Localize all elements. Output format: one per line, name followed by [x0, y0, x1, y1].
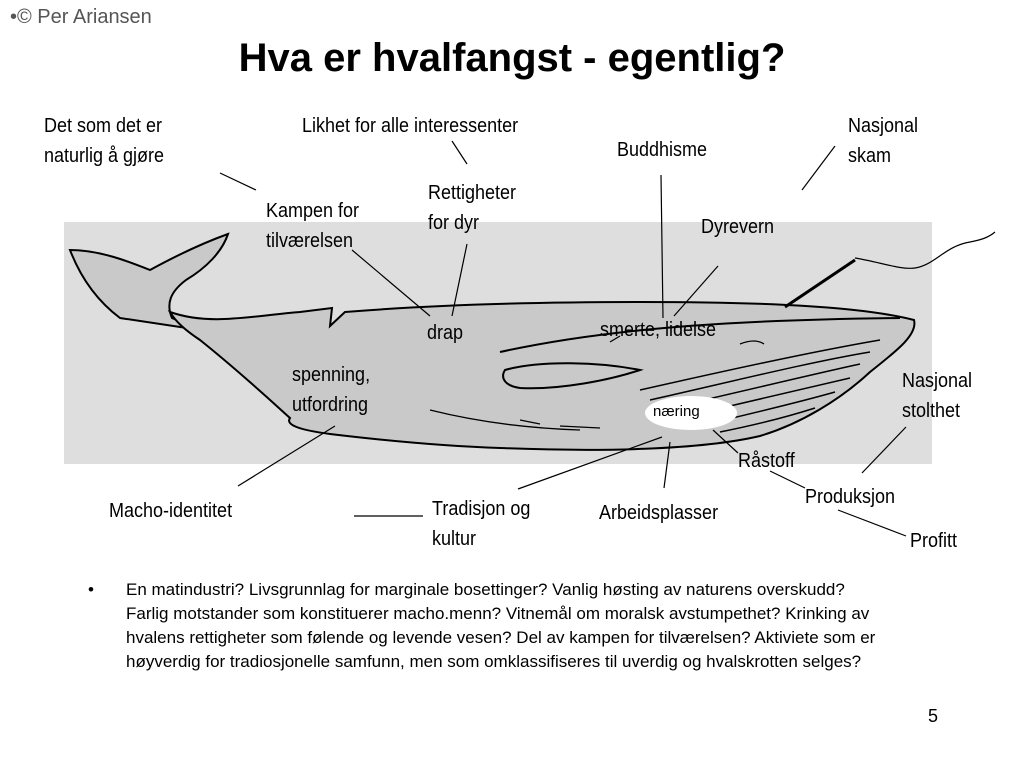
label-nasjonal-skam: Nasjonal skam: [848, 115, 919, 167]
bullet-item: [88, 578, 888, 674]
line-skam: [802, 146, 835, 190]
label-macho-identitet: Macho-identitet: [109, 500, 233, 522]
bullet-text: En matindustri? Livsgrunnlag for marginale bosettinger? Vanlig høsting av naturens overskudd? Farlig motstander som konstituerer macho.menn? Vitnemål om moralsk avstumpethet? Krinking av hvalens rettigheter som følende og levende vesen? Del av kampen for tilværelsen? Aktiviete som er høyverdig for tradiosjonelle samfunn, men som omklassifiseres til uverdig og hvalskrotten selges?: [126, 580, 876, 671]
line-naturlig: [220, 173, 256, 190]
label-kampen: Kampen for tilværelsen: [266, 200, 360, 252]
page-number: 5: [927, 706, 938, 726]
line-produksjon-profitt: [838, 510, 906, 536]
label-tradisjon: Tradisjon og kultur: [432, 498, 531, 550]
label-produksjon: Produksjon: [805, 486, 896, 508]
label-naturlig: Det som det er naturlig å gjøre: [44, 115, 165, 167]
label-rastoff: Råstoff: [738, 450, 795, 472]
label-dyrevern: Dyrevern: [701, 216, 775, 238]
label-drap: drap: [427, 322, 464, 344]
label-arbeidsplasser: Arbeidsplasser: [599, 502, 719, 524]
label-nasjonal-stolthet: Nasjonal stolthet: [902, 370, 973, 422]
copyright-notice: •© Per Ariansen: [10, 6, 152, 28]
label-naering: næring: [653, 403, 700, 420]
label-smerte: smerte, lidelse: [600, 319, 717, 341]
line-likhet: [452, 141, 467, 164]
label-profitt: Profitt: [910, 530, 958, 552]
label-buddhisme: Buddhisme: [617, 139, 708, 161]
slide-title: Hva er hvalfangst - egentlig?: [238, 36, 786, 80]
label-spenning: spenning, utfordring: [292, 364, 371, 416]
label-likhet: Likhet for alle interessenter: [302, 115, 519, 137]
label-rettigheter: Rettigheter for dyr: [428, 182, 517, 234]
bullet-marker: •: [88, 580, 94, 599]
